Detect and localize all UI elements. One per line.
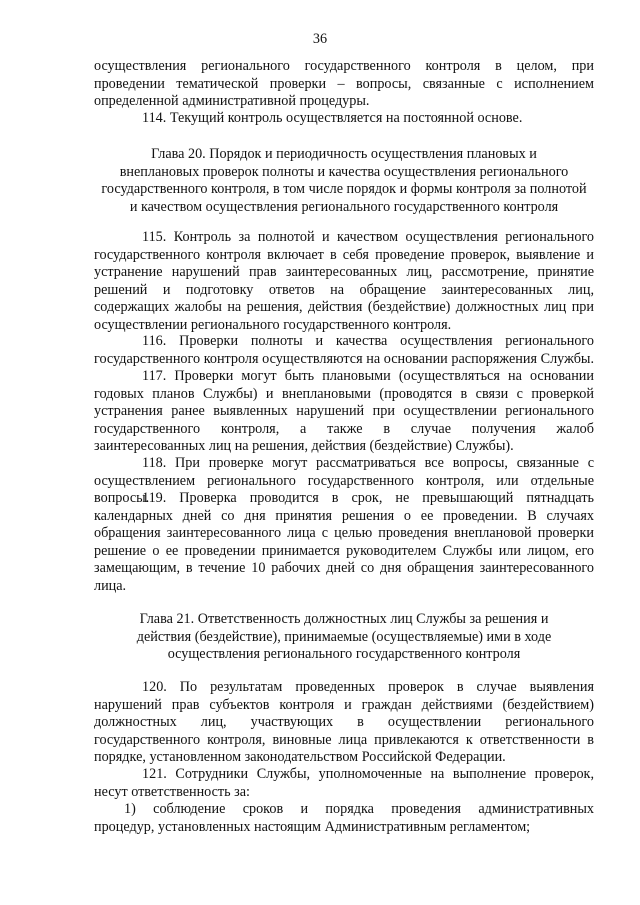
paragraph-p117 [94, 368, 594, 456]
text-line: 1) соблюдение сроков и порядка проведения административных [124, 801, 594, 817]
text-line: 114. Текущий контроль осуществляется на постоянной основе. [142, 110, 523, 126]
text-line: 120. По результатам проведенных проверок в случае выявления [142, 679, 594, 695]
page-number: 36 [312, 31, 328, 47]
chapter-heading-h21 [94, 611, 594, 664]
paragraph-b0 [94, 58, 594, 111]
text-line: государственного контроля, в том числе порядок и формы контроля за полнотой [101, 181, 587, 198]
text-line: обращения заинтересованного лица с целью проведения внеплановой проверки [94, 525, 594, 542]
text-line: осуществления регионального государственного контроля [167, 646, 521, 663]
text-line: Глава 21. Ответственность должностных лиц Службы за решения и [139, 611, 549, 627]
paragraph-p121 [94, 766, 594, 801]
text-line: несут ответственность за: [94, 783, 250, 800]
paragraph-p119 [94, 490, 594, 596]
paragraph-p120 [94, 679, 594, 767]
text-line: 115. Контроль за полнотой и качеством осуществления регионального [142, 229, 594, 245]
text-line: устранения ранее выявленных нарушений при осуществлении регионального [94, 403, 594, 420]
text-line: государственного контроля включает в себя проведение проверок, выявление и [94, 246, 594, 263]
paragraph-p121_1 [94, 801, 594, 836]
text-line: осуществления регионального государственного контроля в целом, при [94, 58, 594, 74]
text-line: порядке, установленном законодательством Российской Федерации. [94, 749, 506, 766]
paragraph-p116 [94, 333, 594, 368]
text-line: содержащих жалобы на решения, действия (бездействие) должностных лиц при [94, 299, 594, 316]
text-line: вопросы. [94, 490, 150, 507]
text-line: устранение нарушений прав заинтересованных лиц, рассмотрение, принятие [94, 264, 594, 281]
text-line: заинтересованных лиц на решения, действия (бездействие) Службы). [94, 438, 514, 455]
text-line: государственного контроля, а также в случае получения жалоб [94, 420, 594, 437]
text-line: 121. Сотрудники Службы, уполномоченные на выполнение проверок, [142, 766, 594, 782]
text-line: процедур, установленных настоящим Административным регламентом; [94, 818, 531, 835]
text-line: внеплановых проверок полноты и качества осуществления регионального [119, 163, 569, 180]
paragraph-p115 [94, 229, 594, 335]
text-line: должностных лиц, участвующих в осуществлении регионального [94, 714, 594, 731]
text-line: решений и подготовку ответов на обращение заинтересованных лиц, [94, 281, 594, 298]
text-line: государственного контроля, виновные лица привлекаются к ответственности в [94, 731, 594, 748]
text-line: нарушений прав субъектов контроля и граждан действиями (бездействием) [94, 696, 594, 713]
text-line: 119. Проверка проводится в срок, не превышающий пятнадцать [142, 490, 594, 506]
text-line: лица. [94, 577, 127, 594]
text-line: государственного контроля осуществляются на основании распоряжения Службы. [94, 350, 594, 367]
text-line: годовых планов Службы) и внеплановыми (проводятся в связи с проверкой [94, 385, 594, 402]
text-line: 116. Проверки полноты и качества осуществления регионального [142, 333, 594, 349]
text-line: Глава 20. Порядок и периодичность осуществления плановых и [151, 146, 537, 162]
text-line: календарных дней со дня принятия решения о ее проведении. В случаях [94, 507, 594, 524]
text-line: решение о ее проведении принимается руководителем Службы или лицом, его [94, 542, 594, 559]
chapter-heading-h20 [94, 146, 594, 216]
text-line: проведении тематической проверки – вопросы, связанные с исполнением [94, 75, 594, 92]
paragraph-p114 [94, 110, 594, 128]
text-line: замещающим, в течение 10 рабочих дней со дня обращения заинтересованного [94, 560, 594, 577]
text-line: и качеством осуществления регионального государственного контроля [129, 198, 559, 215]
text-line: осуществлении регионального государственного контроля. [94, 316, 452, 333]
text-line: определенной административной процедуры. [94, 93, 370, 110]
text-line: 117. Проверки могут быть плановыми (осуществляться на основании [142, 368, 594, 384]
text-line: действия (бездействие), принимаемые (осуществляемые) ими в ходе [136, 628, 552, 645]
text-line: осуществлением регионального государственного контроля, или отдельные [94, 472, 594, 489]
text-line: 118. При проверке могут рассматриваться все вопросы, связанные с [142, 455, 594, 471]
